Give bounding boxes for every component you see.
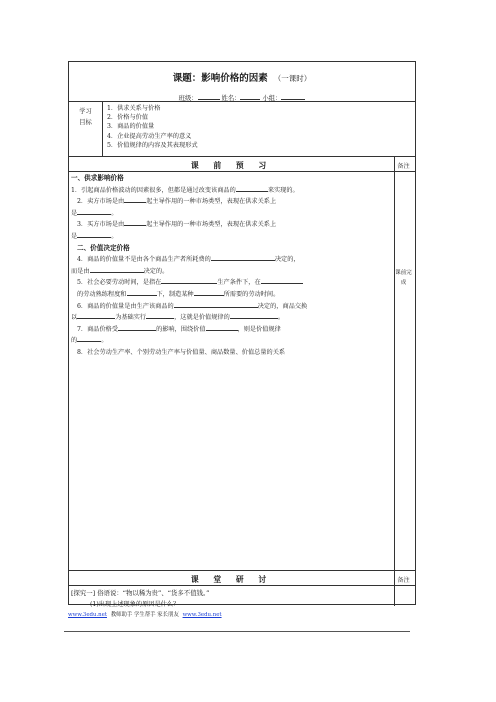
note-text-1: 课前完 [395,270,412,276]
footer [68,610,222,618]
q5-text: 5．社会必要劳动时间，是指在 [77,279,162,287]
q6-text-2: 决定的，商品交换 [257,302,308,310]
q7-text-5: 。 [101,337,108,345]
q5-blank-2[interactable] [261,277,303,284]
q1-text-end: 来实现的。 [267,186,299,194]
q2-blank-1[interactable] [124,196,146,203]
footer-link-left[interactable]: www.3edu.net [68,612,107,618]
group-field[interactable] [281,93,305,100]
goals-label-line1: 学习 [79,108,92,115]
goal-item: 3．商品的价值量 [107,123,155,131]
q4-blank-2[interactable] [90,266,144,273]
explore-question-1: (1)出现上述现象的原因是什么？ [90,601,180,608]
preview-note-header: 备注 [397,163,410,170]
question-6 [71,301,392,313]
question-4-cont [71,266,392,278]
q6-text: 6．商品的价值量是由生产该商品的 [77,302,174,310]
q1-text: 1．引起商品价格波动的因素很多，但都是通过改变该商品的 [71,186,236,194]
goals-list [107,104,198,150]
preview-note [392,268,415,288]
goal-item: 1．供求关系与价格 [107,105,161,112]
page-title [69,70,415,84]
class-label: 班级： [178,95,198,102]
q7-text-2: 的影响，围绕价值 [156,325,206,333]
goals-row [69,101,415,156]
question-2-cont [71,208,392,220]
question-2 [71,196,392,208]
group-label: 小组： [262,95,282,102]
question-5 [71,277,392,289]
explore-title: [探究一] 俗语说：“物以稀为贵”、“货多不值钱。” [71,589,210,597]
q6-blank-3[interactable] [146,312,174,319]
q2-text-4: 。 [111,209,118,217]
q6-text-6: 。 [277,314,284,322]
footer-text: 教师助手 学生帮手 家长朋友 [110,612,179,618]
classroom-header: 课 堂 研 讨 [190,575,273,584]
name-label: 姓名： [221,95,241,102]
lesson-table [68,61,416,605]
classroom-header-row [69,570,415,585]
q5-text-4: 下，制造某种 [156,290,194,298]
question-7 [71,324,392,336]
footer-divider [64,631,410,632]
question-1 [71,185,392,197]
note-text-2: 成 [400,280,407,286]
question-3-cont [71,231,392,243]
class-field[interactable] [198,93,220,100]
q4-text: 4．商品的价值量不是由各个商品生产者所耗费的 [77,256,211,264]
q6-text-3: 以 [71,314,78,322]
goal-item: 5．价值规律的内容及其表现形式 [107,141,198,149]
q2-text: 2．卖方市场是由 [77,198,125,206]
preview-header-row [69,156,415,171]
question-8: 8．社会劳动生产率、个别劳动生产率与价值量、商品数量、价值总量的关系 [77,348,286,356]
q1-blank[interactable] [236,185,268,192]
q3-text: 3．买方市场是由 [77,221,125,229]
q5-blank-4[interactable] [194,289,224,296]
section-title: 一、供求影响价格 [71,174,124,182]
title-subtitle: （一课时） [273,74,312,83]
q3-blank-1[interactable] [124,219,146,226]
q6-text-4: 为基础实行 [115,314,147,322]
question-7-cont [71,335,392,347]
q7-text-3: ，则是价值规律 [237,325,281,333]
question-4 [71,254,392,266]
q3-text-4: 。 [111,232,118,240]
classroom-note-header: 备注 [397,577,410,584]
q4-text-2: 决定的， [274,256,300,264]
q4-blank-1[interactable] [211,254,275,261]
q6-blank-2[interactable] [77,312,115,319]
q7-text: 7．商品价格受 [77,325,119,333]
q5-blank-3[interactable] [127,289,157,296]
preview-content [71,173,392,359]
title-text: 课题：影响价格的因素 [172,73,268,84]
section-title: 二、价值决定价格 [77,243,130,252]
question-3 [71,219,392,231]
question-6-cont [71,312,392,324]
q4-text-4: 决定的。 [143,267,169,275]
name-field[interactable] [240,93,260,100]
q6-blank-1[interactable] [174,301,258,308]
q3-blank-2[interactable] [77,231,111,238]
q6-text-5: ，这就是价值规律的 [174,314,230,322]
q4-text-3: 而是由 [71,267,90,275]
preview-header: 课 前 预 习 [190,161,273,170]
q5-text-3: 的劳动熟练程度和 [77,290,127,298]
question-5-cont [71,289,392,301]
goal-item: 2．价格与价值 [107,114,149,122]
q2-text-3: 是 [71,209,78,217]
q7-text-4: 的 [71,337,78,345]
explore-section [71,588,392,600]
q3-text-3: 是 [71,232,78,240]
q5-text-2: 生产条件下，在 [217,279,261,287]
title-block [69,62,415,101]
preview-body [69,171,415,570]
footer-link-right[interactable]: www.3edu.net [182,612,222,618]
goals-label-line2: 目标 [79,119,92,126]
q5-text-5: 所需要的劳动时间。 [223,290,280,298]
goal-item: 4．企业提高劳动生产率的意义 [107,132,192,140]
q7-blank-1[interactable] [118,324,156,331]
q2-text-2: 起主导作用的一种市场类型，表现在供求关系上 [146,198,277,206]
q5-blank-1[interactable] [161,277,217,284]
q3-text-2: 起主导作用的一种市场类型，表现在供求关系上 [146,221,277,229]
goals-label [69,106,102,128]
q2-blank-2[interactable] [77,208,111,215]
q7-blank-2[interactable] [206,324,238,331]
q7-blank-3[interactable] [77,335,101,342]
q6-blank-4[interactable] [230,312,278,319]
